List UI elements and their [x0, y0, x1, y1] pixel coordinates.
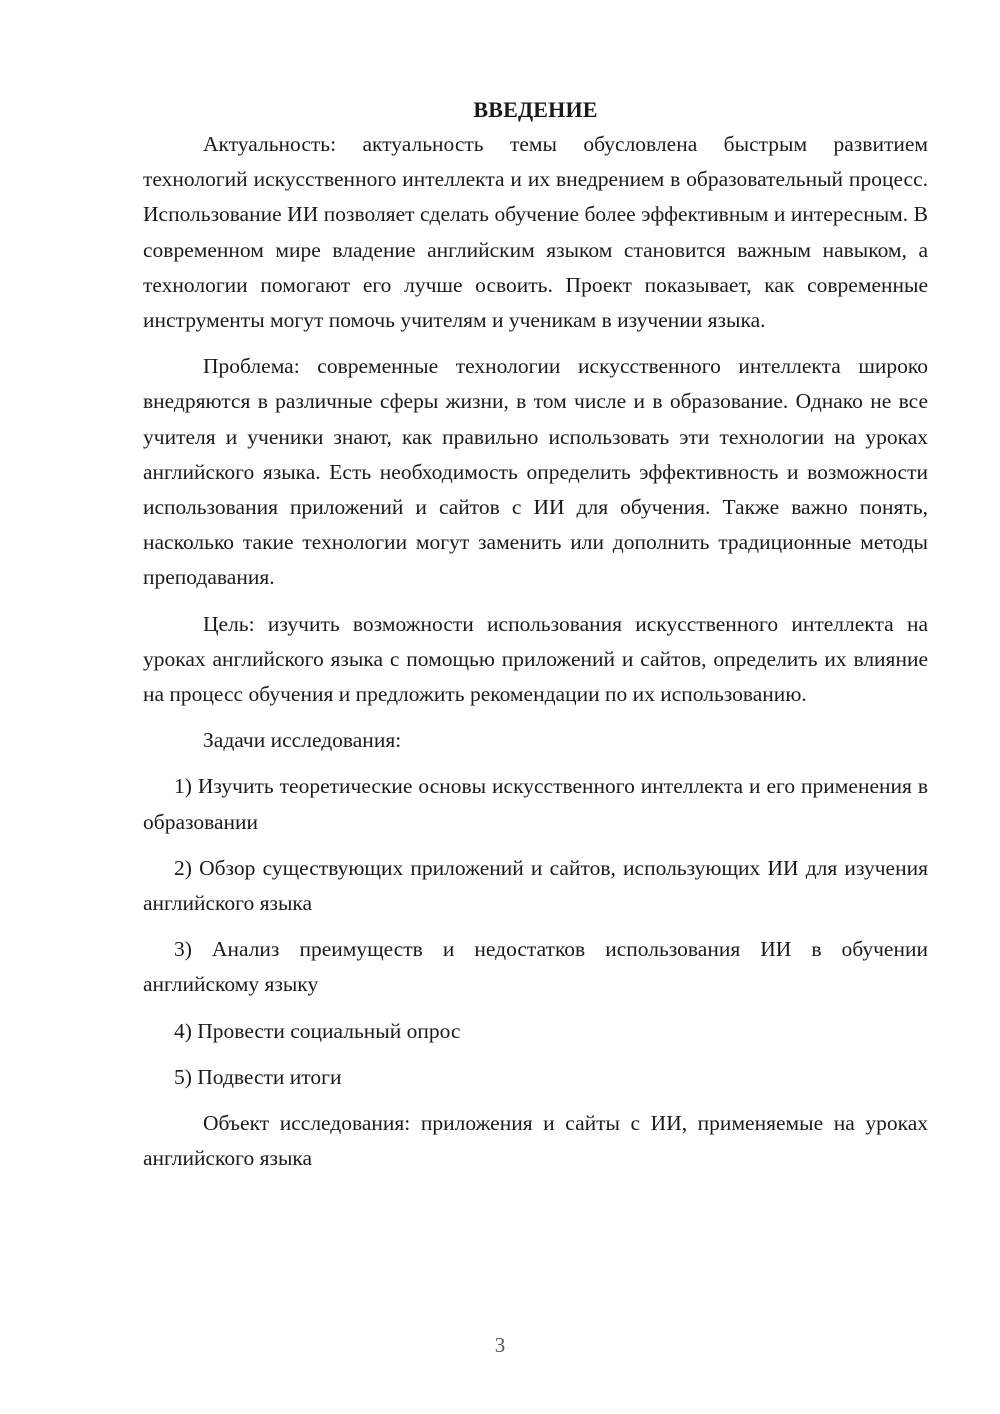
task-item-3: 3) Анализ преимуществ и недостатков использования ИИ в обучении английскому языку	[143, 937, 928, 997]
tasks-heading: Задачи исследования:	[203, 728, 402, 753]
goal-paragraph: Цель: изучить возможности использования искусственного интеллекта на уроках английского языка с помощью приложений и сайтов, определить их влияние на процесс обучения и предложить рекомендации по их использованию.	[143, 611, 928, 707]
task-item-2: 2) Обзор существующих приложений и сайтов, использующих ИИ для изучения английского языка	[143, 855, 928, 916]
task-item-1: 1) Изучить теоретические основы искусственного интеллекта и его применения в образовании	[143, 774, 928, 834]
task-item-4: 4) Провести социальный опрос	[174, 1018, 461, 1043]
research-object-paragraph: Объект исследования: приложения и сайты с ИИ, применяемые на уроках английского языка	[143, 1111, 928, 1171]
relevance-paragraph: Актуальность: актуальность темы обусловлена быстрым развитием технологий искусственного интеллекта и их внедрением в образовательный процесс. Использование ИИ позволяет сделать обучение более эффективным и интересным. В современном мире владение английским языком становится важным навыком, а технологии помогают его лучше освоить. Проект показывает, как современные инструменты могут помочь учителям и ученикам в изучении языка.	[143, 132, 928, 333]
document-page	[143, 92, 928, 1187]
page-number: 3	[494, 1333, 506, 1357]
problem-paragraph: Проблема: современные технологии искусственного интеллекта широко внедряются в различные сферы жизни, в том числе и в образование. Однако не все учителя и ученики знают, как правильно использовать эти технологии на уроках английского языка. Есть необходимость определить эффективность и возможности использования приложений и сайтов с ИИ для обучения. Также важно понять, насколько такие технологии могут заменить или дополнить традиционные методы преподавания.	[143, 354, 928, 590]
task-item-5: 5) Подвести итоги	[174, 1064, 342, 1089]
page-title: ВВЕДЕНИЕ	[473, 97, 598, 122]
